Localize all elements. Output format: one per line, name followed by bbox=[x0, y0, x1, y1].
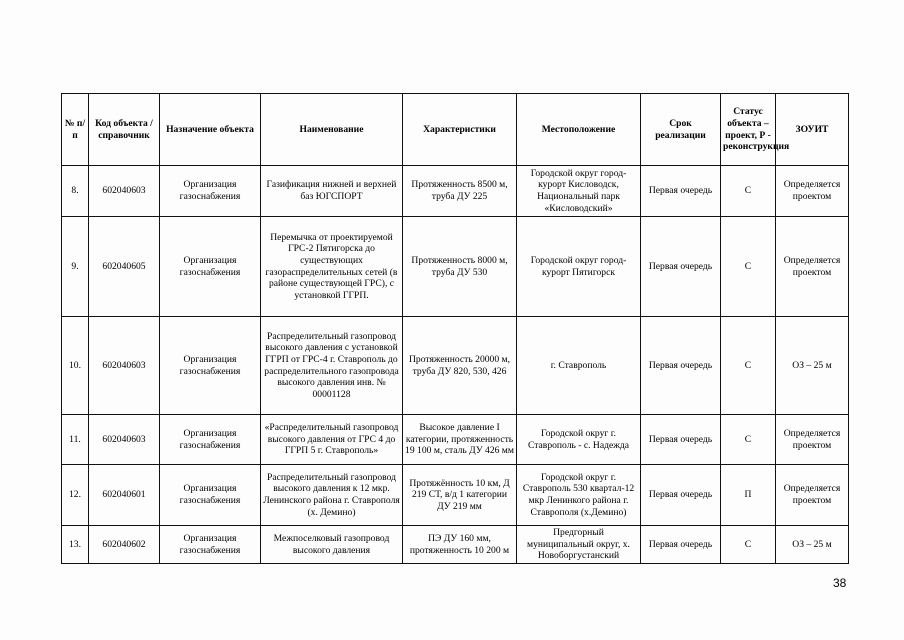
cell-location: г. Ставрополь bbox=[517, 317, 641, 415]
header-cell-characteristics: Характеристики bbox=[403, 94, 517, 166]
cell-status: С bbox=[721, 526, 776, 564]
header-cell-status: Статус объекта – проект, Р - реконструкция bbox=[721, 94, 776, 166]
cell-code: 602040603 bbox=[89, 166, 160, 217]
cell-characteristics: ПЭ ДУ 160 мм, протяженность 10 200 м bbox=[403, 526, 517, 564]
header-cell-zouit: ЗОУИТ bbox=[776, 94, 849, 166]
cell-num: 12. bbox=[62, 465, 89, 526]
cell-name: Перемычка от проектируемой ГРС-2 Пятигорска до существующих газораспределительных сетей (в районе существующей ГРС), с установкой ГГРП. bbox=[261, 217, 403, 317]
table-header-row bbox=[62, 94, 849, 166]
cell-location: Городской округ г. Ставрополь - с. Надежда bbox=[517, 415, 641, 465]
cell-zouit: Определяется проектом bbox=[776, 166, 849, 217]
cell-status: П bbox=[721, 465, 776, 526]
table-row bbox=[62, 217, 849, 317]
cell-term: Первая очередь bbox=[641, 415, 721, 465]
header-cell-code: Код объекта / справочник bbox=[89, 94, 160, 166]
cell-status: С bbox=[721, 166, 776, 217]
cell-status: С bbox=[721, 217, 776, 317]
cell-status: С bbox=[721, 317, 776, 415]
cell-name: Распределительный газопровод высокого давления с установкой ГГРП от ГРС-4 г. Ставрополь до распределительного газопровода высокого давления инв. № 00001128 bbox=[261, 317, 403, 415]
cell-purpose: Организация газоснабжения bbox=[160, 317, 261, 415]
cell-num: 9. bbox=[62, 217, 89, 317]
cell-location: Городской округ город-курорт Кисловодск, Национальный парк «Кисловодский» bbox=[517, 166, 641, 217]
cell-characteristics: Протяженность 8500 м, труба ДУ 225 bbox=[403, 166, 517, 217]
table-row bbox=[62, 415, 849, 465]
table-row bbox=[62, 317, 849, 415]
cell-code: 602040603 bbox=[89, 317, 160, 415]
table-row bbox=[62, 526, 849, 564]
cell-status: С bbox=[721, 415, 776, 465]
cell-term: Первая очередь bbox=[641, 465, 721, 526]
cell-purpose: Организация газоснабжения bbox=[160, 217, 261, 317]
cell-zouit: ОЗ – 25 м bbox=[776, 317, 849, 415]
cell-code: 602040602 bbox=[89, 526, 160, 564]
cell-num: 8. bbox=[62, 166, 89, 217]
cell-name: Газификация нижней и верхней баз ЮГСПОРТ bbox=[261, 166, 403, 217]
cell-location: Предгорный муниципальный округ, х. Новоборгустанский bbox=[517, 526, 641, 564]
cell-term: Первая очередь bbox=[641, 217, 721, 317]
cell-location: Городской округ г. Ставрополь 530 квартал-12 мкр Ленинкого района г. Ставрополя (х.Демино) bbox=[517, 465, 641, 526]
objects-table bbox=[61, 93, 849, 564]
cell-term: Первая очередь bbox=[641, 166, 721, 217]
header-cell-term: Срок реализации bbox=[641, 94, 721, 166]
cell-num: 10. bbox=[62, 317, 89, 415]
cell-code: 602040605 bbox=[89, 217, 160, 317]
cell-purpose: Организация газоснабжения bbox=[160, 415, 261, 465]
cell-num: 11. bbox=[62, 415, 89, 465]
cell-name: «Распределительный газопровод высокого давления от ГРС 4 до ГГРП 5 г. Ставрополь» bbox=[261, 415, 403, 465]
cell-purpose: Организация газоснабжения bbox=[160, 526, 261, 564]
cell-term: Первая очередь bbox=[641, 317, 721, 415]
cell-characteristics: Протяженность 20000 м, труба ДУ 820, 530, 426 bbox=[403, 317, 517, 415]
cell-zouit: ОЗ – 25 м bbox=[776, 526, 849, 564]
cell-zouit: Определяется проектом bbox=[776, 217, 849, 317]
cell-characteristics: Протяженность 8000 м, труба ДУ 530 bbox=[403, 217, 517, 317]
page-number: 38 bbox=[833, 576, 847, 590]
header-cell-name: Наименование bbox=[261, 94, 403, 166]
cell-name: Межпоселковый газопровод высокого давления bbox=[261, 526, 403, 564]
cell-num: 13. bbox=[62, 526, 89, 564]
cell-zouit: Определяется проектом bbox=[776, 415, 849, 465]
cell-purpose: Организация газоснабжения bbox=[160, 465, 261, 526]
cell-characteristics: Протяжённость 10 км, Д 219 СТ, в/д 1 категории ДУ 219 мм bbox=[403, 465, 517, 526]
cell-characteristics: Высокое давление I категории, протяженность 19 100 м, сталь ДУ 426 мм bbox=[403, 415, 517, 465]
table-row bbox=[62, 465, 849, 526]
cell-zouit: Определяется проектом bbox=[776, 465, 849, 526]
cell-term: Первая очередь bbox=[641, 526, 721, 564]
cell-code: 602040601 bbox=[89, 465, 160, 526]
header-cell-purpose: Назначение объекта bbox=[160, 94, 261, 166]
header-cell-num: № п/п bbox=[62, 94, 89, 166]
cell-code: 602040603 bbox=[89, 415, 160, 465]
cell-purpose: Организация газоснабжения bbox=[160, 166, 261, 217]
cell-name: Распределительный газопровод высокого давления к 12 мкр. Ленинского района г. Ставрополя (х. Демино) bbox=[261, 465, 403, 526]
table-row bbox=[62, 166, 849, 217]
header-cell-location: Местоположение bbox=[517, 94, 641, 166]
cell-location: Городской округ город-курорт Пятигорск bbox=[517, 217, 641, 317]
